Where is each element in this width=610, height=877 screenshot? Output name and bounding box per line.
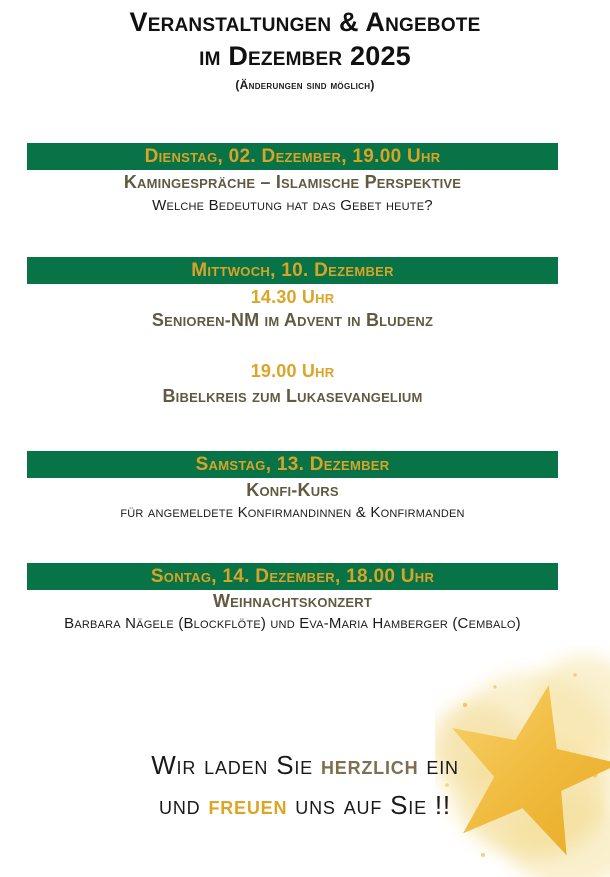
event-banner-dienstag: Dienstag, 02. Dezember, 19.00 Uhr <box>27 143 558 170</box>
event-banner-sontag: Sontag, 14. Dezember, 18.00 Uhr <box>27 563 558 590</box>
page-title-line2: im Dezember 2025 <box>199 41 411 71</box>
closing-line2-pre: und <box>159 790 209 820</box>
event-banner-samstag: Samstag, 13. Dezember <box>27 451 558 478</box>
event-title: Konfi-Kurs <box>246 480 339 500</box>
event-detail: für angemeldete Konfirmandinnen & Konfirmanden <box>120 504 465 521</box>
event-slot-title: Bibelkreis zum Lukasevangelium <box>162 386 423 406</box>
page-title-line1: Veranstaltungen & Angebote <box>129 7 481 37</box>
closing-line1-pre: Wir laden Sie <box>151 750 321 780</box>
event-detail: Welche Bedeutung hat das Gebet heute? <box>152 197 433 214</box>
closing-line2 <box>0 790 610 821</box>
event-slot-title: Senioren-NM im Advent in Bludenz <box>151 310 434 330</box>
closing-line2-emphasis: freuen <box>208 790 288 820</box>
closing-line2-post: uns auf Sie !! <box>287 790 451 820</box>
closing-line1-emphasis: herzlich <box>320 750 419 780</box>
event-slot-time: 19.00 Uhr <box>250 361 335 381</box>
event-banner-mittwoch: Mittwoch, 10. Dezember <box>27 257 558 284</box>
page-subtitle: (Änderungen sind möglich) <box>235 78 375 92</box>
closing-line1 <box>0 750 610 781</box>
event-title: Kamingespräche – Islamische Perspektive <box>123 172 462 192</box>
closing-line1-post: ein <box>418 750 459 780</box>
event-title: Weihnachtskonzert <box>212 591 373 611</box>
event-slot-time: 14.30 Uhr <box>250 287 335 307</box>
event-detail: Barbara Nägele (Blockflöte) und Eva-Maria Hamberger (Cembalo) <box>64 615 521 632</box>
